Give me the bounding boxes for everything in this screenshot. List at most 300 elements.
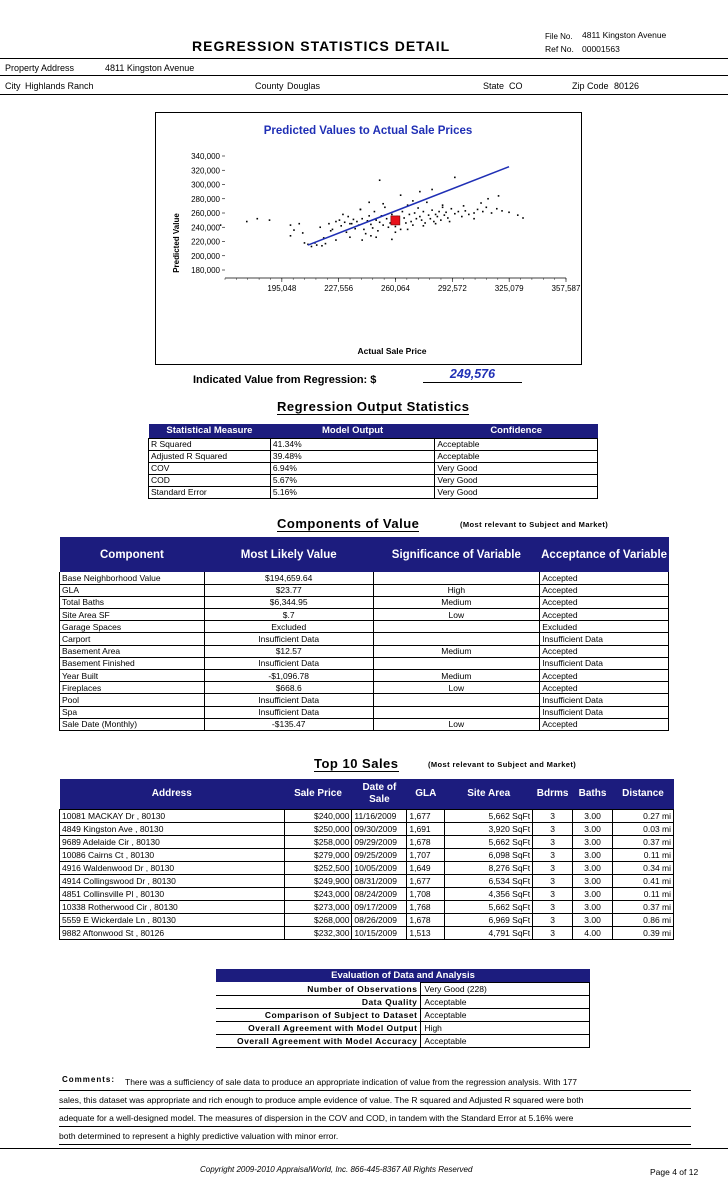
sale-baths: 3.00 [573,822,613,835]
chart-ylabel: Predicted Value [172,213,181,273]
data-point [290,224,292,226]
data-point [311,246,313,248]
component-significance: Low [373,718,540,730]
regression-row [149,474,598,486]
component-row [60,633,669,645]
data-point [335,221,337,223]
sale-site-area: 5,662 SqFt [445,835,533,848]
regression-row [149,486,598,498]
data-point [423,225,425,227]
component-row [60,682,669,694]
address-value: 4811 Kingston Avenue [105,63,195,73]
data-point [461,216,463,218]
component-row [60,609,669,621]
data-point [465,210,467,212]
sales-col-bdrms: Bdrms [536,788,569,800]
data-point [220,224,222,226]
data-point [298,223,300,225]
component-significance: High [373,584,540,596]
sale-gla: 1,513 [407,926,445,939]
evaluation-result: Acceptable [421,1009,590,1022]
component-row [60,572,669,584]
component-value: Insufficient Data [204,694,373,706]
components-heading: Components of Value [277,516,420,531]
sale-row [60,874,674,887]
data-point [400,194,402,196]
data-point [442,204,444,206]
data-point [440,219,442,221]
sale-distance: 0.03 mi [613,822,674,835]
component-significance: Medium [373,670,540,682]
component-name: GLA [60,584,205,596]
confidence-cell: Very Good [435,474,598,486]
component-acceptance: Accepted [540,718,669,730]
data-point [395,231,397,233]
component-significance [373,706,540,718]
sale-row [60,848,674,861]
data-point [482,211,484,213]
x-tick-label: 292,572 [437,284,467,293]
data-point [356,221,358,223]
data-point [402,211,404,213]
evaluation-row [216,996,590,1009]
data-point [433,221,435,223]
components-table [59,537,669,731]
data-point [419,216,421,218]
component-value: $6,344.95 [204,596,373,608]
sale-gla: 1,678 [407,913,445,926]
sale-site-area: 6,534 SqFt [445,874,533,887]
output-cell: 41.34% [270,438,435,450]
sale-bdrms: 3 [533,926,573,939]
evaluation-result: High [421,1022,590,1035]
sales-col-baths: Baths [578,788,607,800]
data-point [444,214,446,216]
data-point [477,209,479,211]
sale-baths: 3.00 [573,848,613,861]
data-point [438,211,440,213]
comp-col-component: Component [99,548,164,561]
output-cell: 5.67% [270,474,435,486]
data-point [437,216,439,218]
y-tick-label: 320,000 [191,166,220,176]
sale-date: 08/31/2009 [352,874,407,887]
comp-col-significance: Significance of Variable [391,548,521,561]
sale-date: 11/16/2009 [352,809,407,822]
ref-no-label: Ref No. [545,44,574,54]
component-significance [373,694,540,706]
sale-price: $240,000 [284,809,352,822]
regression-heading: Regression Output Statistics [277,399,470,414]
sale-bdrms: 3 [533,822,573,835]
confidence-cell: Acceptable [435,450,598,462]
data-point [445,211,447,213]
sale-date: 09/25/2009 [352,848,407,861]
component-value: $194,659.64 [204,572,373,584]
sale-address: 9882 Aftonwood St , 80126 [60,926,285,939]
sale-site-area: 6,969 SqFt [445,913,533,926]
y-tick-label: 340,000 [191,152,220,161]
state-value: CO [509,81,523,91]
sale-price: $243,000 [284,887,352,900]
measure-cell: COV [149,462,271,474]
zip-label: Zip Code [572,81,609,91]
indicated-value: 249,576 [423,367,522,383]
sale-site-area: 3,920 SqFt [445,822,533,835]
data-point [501,210,503,212]
evaluation-row [216,1009,590,1022]
data-point [403,217,405,219]
sale-price: $249,900 [284,874,352,887]
component-row [60,584,669,596]
component-acceptance: Accepted [540,596,669,608]
sale-distance: 0.39 mi [613,926,674,939]
sale-baths: 3.00 [573,835,613,848]
scatter-chart [156,113,581,364]
component-name: Pool [60,694,205,706]
data-point [269,219,271,221]
sale-address: 4916 Waldenwood Dr , 80130 [60,861,285,874]
data-point [430,218,432,220]
component-row [60,621,669,633]
file-no-label: File No. [545,32,573,41]
sales-col-distance: Distance [622,788,664,800]
sale-gla: 1,768 [407,900,445,913]
data-point [508,211,510,213]
component-name: Carport [60,633,205,645]
comment-line: There was a sufficiency of sale data to produce an appropriate indication of value from the regression analysis. With 177 [59,1073,691,1091]
sale-row [60,887,674,900]
sale-site-area: 4,356 SqFt [445,887,533,900]
data-point [384,207,386,209]
city-value: Highlands Ranch [25,81,94,91]
sale-bdrms: 3 [533,913,573,926]
sale-row [60,861,674,874]
sale-date: 10/15/2009 [352,926,407,939]
sale-distance: 0.37 mi [613,835,674,848]
data-point [491,212,493,214]
data-point [363,229,365,231]
data-point [405,222,407,224]
sale-address: 10086 Cairns Ct , 80130 [60,848,285,861]
component-significance [373,657,540,669]
data-point [368,202,370,204]
confidence-cell: Very Good [435,486,598,498]
sale-baths: 4.00 [573,926,613,939]
evaluation-criterion: Overall Agreement with Model Accuracy [216,1035,421,1048]
measure-cell: R Squared [149,438,271,450]
data-point [332,229,334,231]
output-cell: 5.16% [270,486,435,498]
data-point [458,211,460,213]
sale-site-area: 8,276 SqFt [445,861,533,874]
evaluation-row [216,983,590,996]
measure-cell: COD [149,474,271,486]
regression-table [148,424,598,499]
evaluation-row [216,1022,590,1035]
data-point [347,216,349,218]
sale-distance: 0.34 mi [613,861,674,874]
county-label: County [255,81,284,91]
evaluation-criterion: Data Quality [216,996,421,1009]
component-value: -$1,096.78 [204,670,373,682]
data-point [370,224,372,226]
measure-cell: Standard Error [149,486,271,498]
data-point [339,219,341,221]
data-point [354,228,356,230]
data-point [463,205,465,207]
output-cell: 6.94% [270,462,435,474]
data-point [330,230,332,232]
sale-date: 09/30/2009 [352,822,407,835]
component-acceptance: Insufficient Data [540,657,669,669]
component-row [60,694,669,706]
data-point [449,221,451,223]
regression-row [149,438,598,450]
data-point [428,214,430,216]
data-point [325,243,327,245]
sale-bdrms: 3 [533,874,573,887]
data-point [451,208,453,210]
confidence-cell: Acceptable [435,438,598,450]
component-acceptance: Accepted [540,584,669,596]
component-significance: Low [373,609,540,621]
data-point [454,177,456,179]
y-tick-label: 280,000 [191,194,220,204]
data-point [321,245,323,247]
component-row [60,706,669,718]
component-value: $.7 [204,609,373,621]
data-point [435,223,437,225]
data-point [382,224,384,226]
component-value: -$135.47 [204,718,373,730]
x-tick-label: 195,048 [267,284,297,293]
sale-baths: 3.00 [573,861,613,874]
data-point [304,242,306,244]
component-significance: Low [373,682,540,694]
address-label: Property Address [5,63,75,73]
component-value: Excluded [204,621,373,633]
subject-marker [391,216,400,225]
sale-gla: 1,707 [407,848,445,861]
data-point [410,221,412,223]
sales-col-price: Sale Price [294,788,342,800]
sale-bdrms: 3 [533,900,573,913]
component-value: $23.77 [204,584,373,596]
component-significance [373,633,540,645]
data-point [417,207,419,209]
data-point [496,208,498,210]
data-point [388,226,390,228]
component-name: Garage Spaces [60,621,205,633]
y-tick-label: 200,000 [191,251,220,261]
sale-address: 10081 MACKAY Dr , 80130 [60,809,285,822]
evaluation-criterion: Comparison of Subject to Dataset [216,1009,421,1022]
comment-line: adequate for a well-designed model. The measures of dispersion in the COV and COD, in tandem with the Standard Error at 5.16% were [59,1109,691,1127]
component-row [60,657,669,669]
sale-date: 09/17/2009 [352,900,407,913]
sale-distance: 0.37 mi [613,900,674,913]
county-value: Douglas [287,81,321,91]
y-tick-label: 300,000 [191,180,220,190]
component-name: Site Area SF [60,609,205,621]
evaluation-result: Acceptable [421,996,590,1009]
reg-col-confidence: Confidence [490,425,543,437]
data-point [328,223,330,225]
data-point [351,223,353,225]
component-name: Sale Date (Monthly) [60,718,205,730]
sales-col-site: Site Area [467,788,511,800]
footer-copyright: Copyright 2009-2010 AppraisalWorld, Inc. 866-445-8367 All Rights Reserved [200,1165,473,1174]
data-point [473,218,475,220]
data-point [379,179,381,181]
state-label: State [483,81,505,91]
data-point [349,236,351,238]
chart-title: Predicted Values to Actual Sale Prices [263,125,473,137]
sales-col-address: Address [151,788,192,800]
file-no: 4811 Kingston Avenue [582,30,667,40]
component-name: Basement Area [60,645,205,657]
data-point [316,244,318,246]
sale-baths: 3.00 [573,874,613,887]
data-point [498,195,500,197]
sale-bdrms: 3 [533,848,573,861]
data-point [416,218,418,220]
sale-row [60,913,674,926]
sale-baths: 3.00 [573,887,613,900]
data-point [375,236,377,238]
comment-line: sales, this dataset was appropriate and rich enough to produce ample evidence of value. The R squared and Adjusted R squared were both [59,1091,691,1109]
x-tick-label: 227,556 [324,284,354,293]
measure-cell: Adjusted R Squared [149,450,271,462]
data-point [487,198,489,200]
data-point [340,225,342,227]
component-value: $12.57 [204,645,373,657]
data-point [412,200,414,202]
regression-line [308,167,509,245]
component-acceptance: Insufficient Data [540,706,669,718]
sale-price: $268,000 [284,913,352,926]
y-tick-label: 220,000 [191,237,220,247]
chart-xlabel: Actual Sale Price [357,346,427,356]
component-value: $668.6 [204,682,373,694]
data-point [375,219,377,221]
component-significance [373,621,540,633]
data-point [391,214,393,216]
data-point [419,191,421,193]
sale-price: $252,500 [284,861,352,874]
zip-value: 80126 [614,81,640,91]
regression-row [149,450,598,462]
sale-price: $250,000 [284,822,352,835]
data-point [368,215,370,217]
data-point [421,219,423,221]
data-point [395,226,397,228]
data-point [517,214,519,216]
data-point [414,212,416,214]
sales-heading: Top 10 Sales [314,756,399,771]
data-point [377,230,379,232]
component-value: Insufficient Data [204,633,373,645]
component-row [60,596,669,608]
data-point [382,203,384,205]
data-point [374,211,376,213]
sale-distance: 0.41 mi [613,874,674,887]
comment-line: both determined to represent a highly predictive valuation with minor error. [59,1127,691,1145]
component-significance: Medium [373,645,540,657]
chart-frame [155,112,582,365]
data-point [365,233,367,235]
sale-gla: 1,649 [407,861,445,874]
sale-bdrms: 3 [533,835,573,848]
sales-note: (Most relevant to Subject and Market) [428,760,577,769]
sale-date: 09/29/2009 [352,835,407,848]
sale-row [60,809,674,822]
data-point [319,226,321,228]
sales-col-gla: GLA [415,788,437,800]
sale-distance: 0.27 mi [613,809,674,822]
sale-baths: 3.00 [573,900,613,913]
x-tick-label: 325,079 [494,284,524,293]
reg-col-output: Model Output [322,425,384,437]
component-acceptance: Accepted [540,682,669,694]
data-point [435,214,437,216]
evaluation-row [216,1035,590,1048]
sale-site-area: 6,098 SqFt [445,848,533,861]
data-point [335,239,337,241]
data-point [302,232,304,234]
component-name: Fireplaces [60,682,205,694]
data-point [346,231,348,233]
component-acceptance: Insufficient Data [540,694,669,706]
sale-price: $279,000 [284,848,352,861]
sale-row [60,822,674,835]
data-point [424,222,426,224]
sale-site-area: 5,662 SqFt [445,900,533,913]
sale-distance: 0.11 mi [613,848,674,861]
data-point [246,221,248,223]
component-significance [373,572,540,584]
evaluation-heading: Evaluation of Data and Analysis [216,969,590,982]
sale-address: 5559 E Wickerdale Ln , 80130 [60,913,285,926]
data-point [426,202,428,204]
data-point [431,209,433,211]
sale-gla: 1,678 [407,835,445,848]
evaluation-table [216,982,590,1048]
data-point [353,219,355,221]
sale-gla: 1,677 [407,874,445,887]
sale-address: 10338 Rotherwood Cir , 80130 [60,900,285,913]
component-acceptance: Excluded [540,621,669,633]
component-name: Year Built [60,670,205,682]
data-point [473,212,475,214]
comp-col-acceptance: Acceptance of Variable [541,548,668,561]
data-point [344,221,346,223]
sale-bdrms: 3 [533,809,573,822]
page-title: REGRESSION STATISTICS DETAIL [192,38,451,54]
x-tick-label: 260,064 [381,284,410,293]
comp-col-value: Most Likely Value [240,548,337,561]
data-point [342,214,344,216]
data-point [480,202,482,204]
sale-address: 4849 Kingston Ave , 80130 [60,822,285,835]
data-point [400,229,402,231]
data-point [447,217,449,219]
sale-address: 4851 Collinsville Pl , 80130 [60,887,285,900]
data-point [349,223,351,225]
city-label: City [5,81,21,91]
data-point [409,214,411,216]
